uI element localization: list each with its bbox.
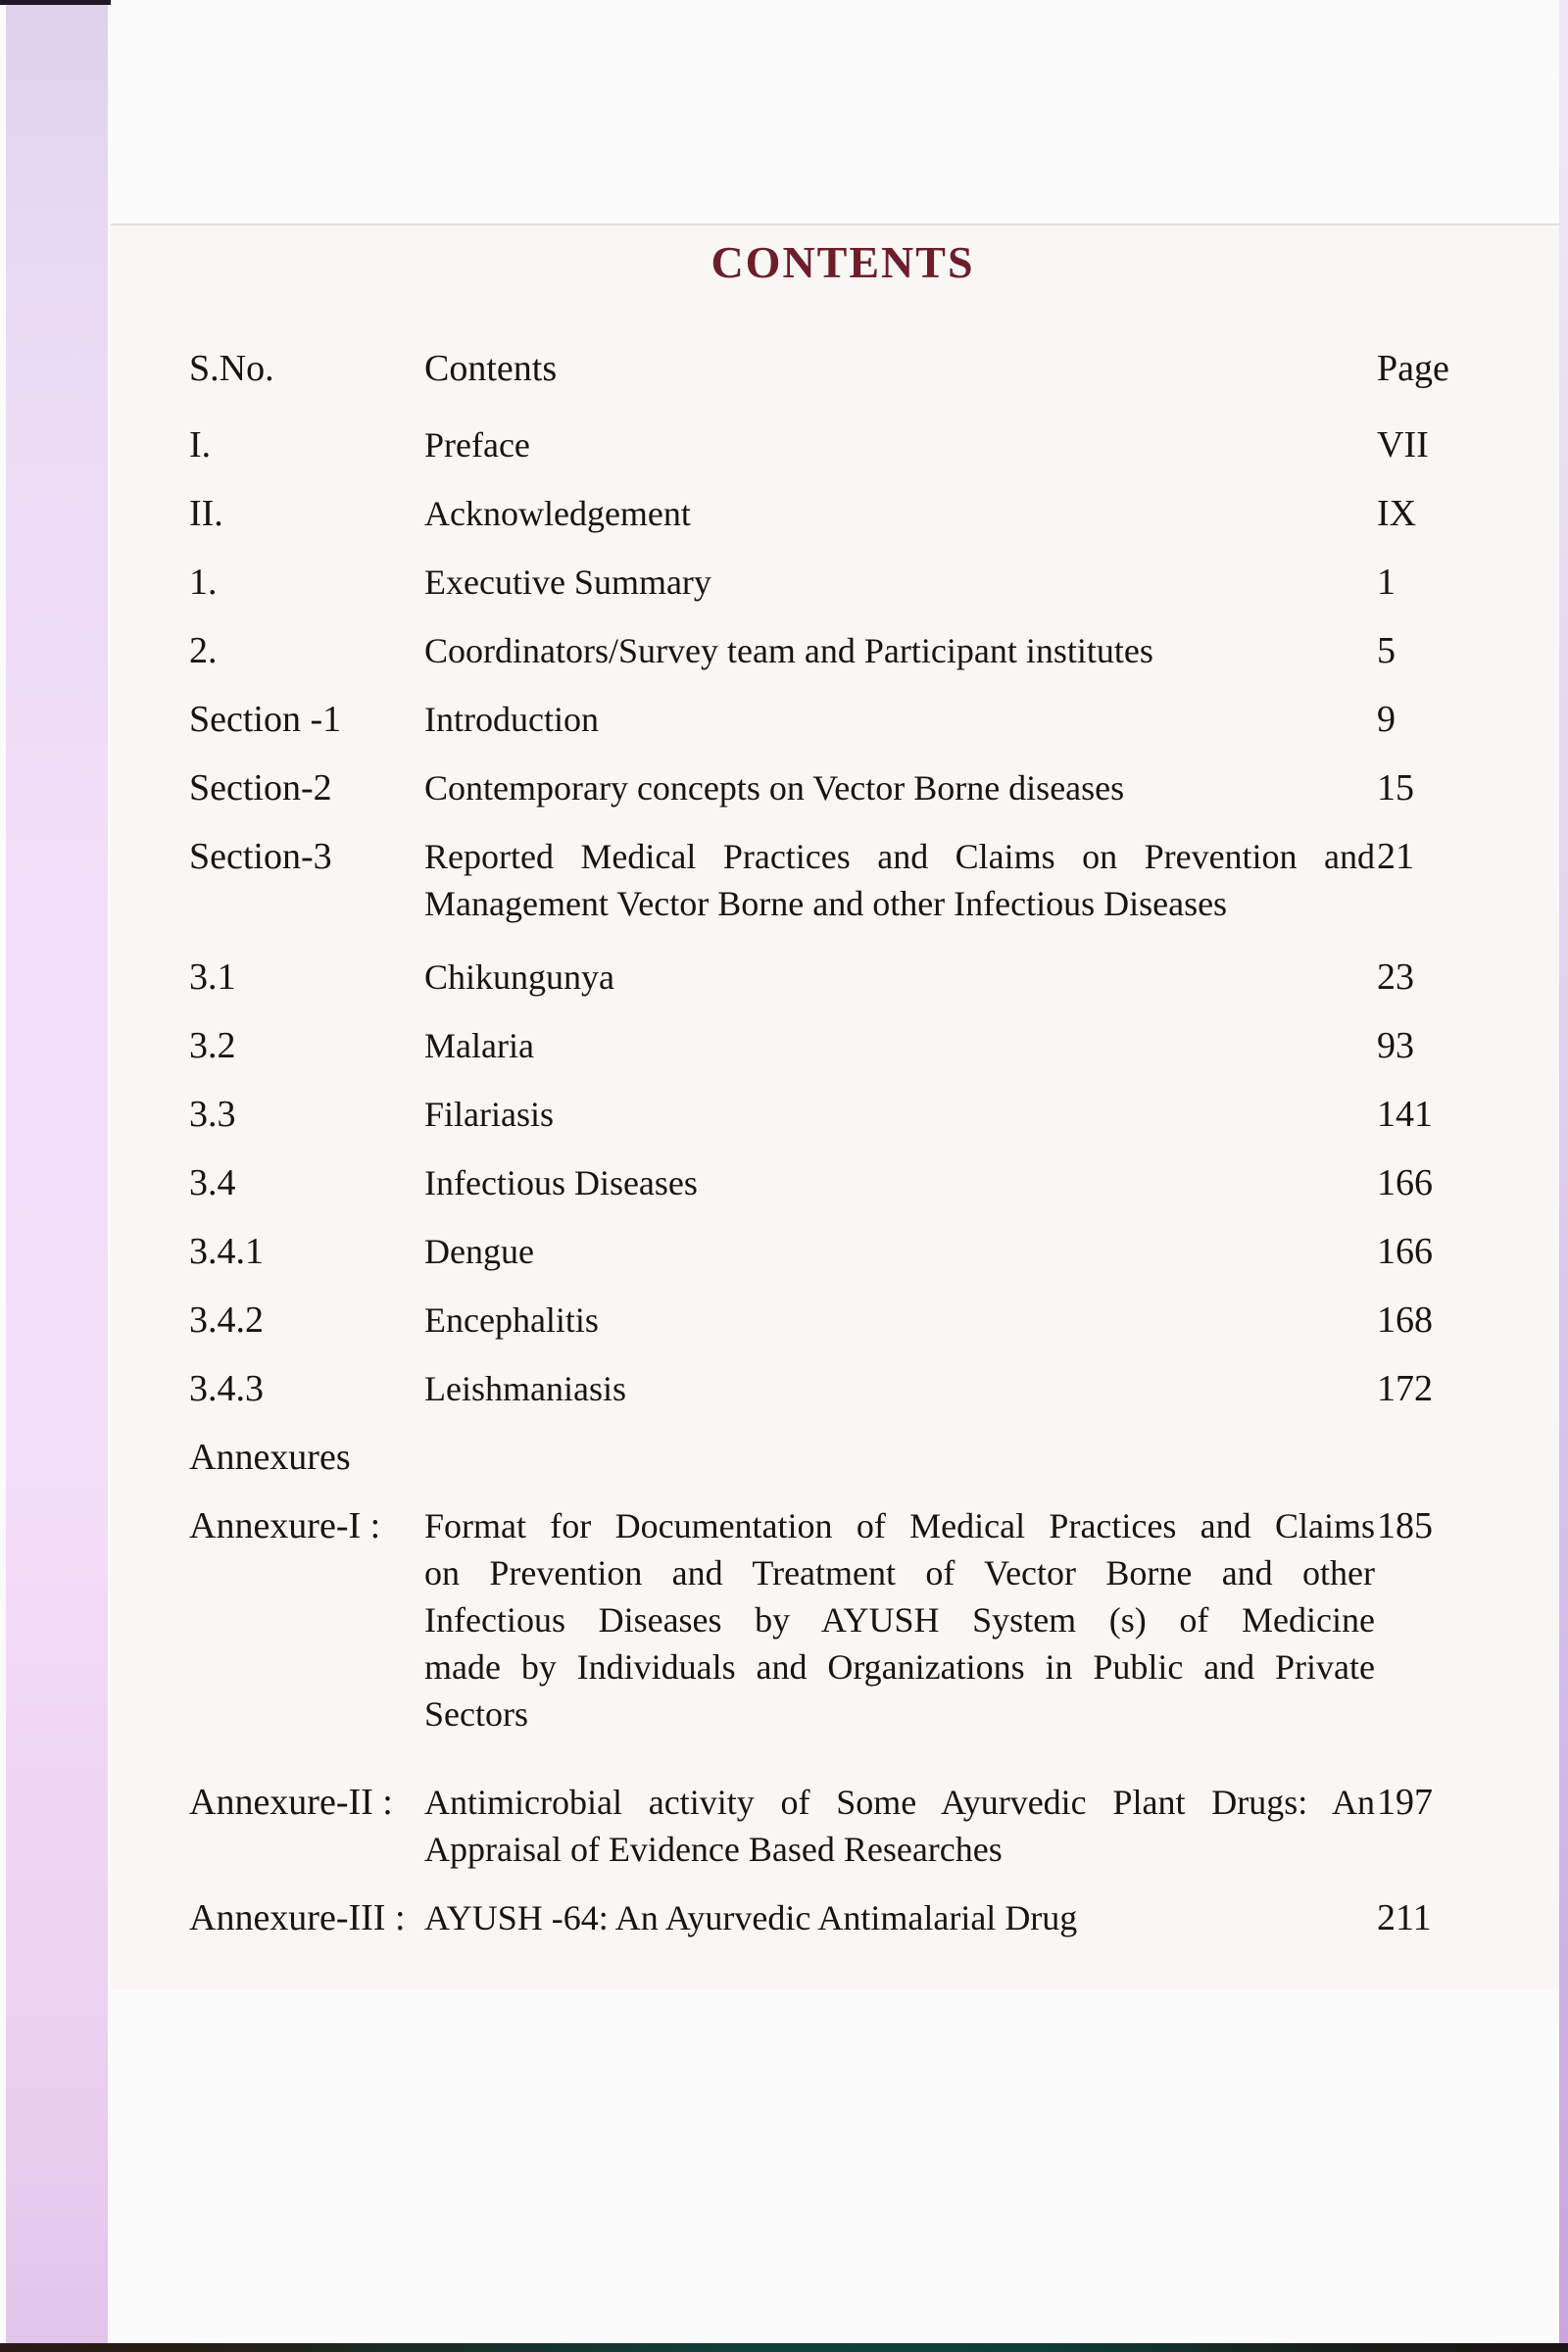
row-serial: 1. (189, 562, 218, 603)
table-rows (189, 421, 1568, 1941)
row-serial: 3.1 (189, 956, 236, 998)
row-page: 168 (1377, 1299, 1433, 1341)
row-serial: 3.3 (189, 1094, 236, 1135)
row-serial: I. (189, 424, 212, 466)
row-title-line: made by Individuals and Organizations in Public and Private (424, 1647, 1375, 1687)
row-title-line: Malaria (424, 1026, 534, 1065)
row-serial: 3.4 (189, 1162, 236, 1203)
table-row (189, 490, 1568, 537)
row-page: 5 (1377, 630, 1396, 671)
page-title: CONTENTS (710, 237, 975, 287)
row-title (424, 1365, 1375, 1412)
row-page: 166 (1377, 1162, 1433, 1203)
table-row (189, 954, 1568, 1001)
table-row (189, 1228, 1568, 1275)
row-page: 166 (1377, 1231, 1433, 1272)
row-title-line: AYUSH -64: An Ayurvedic Antimalarial Drug (424, 1898, 1078, 1937)
row-title (424, 1297, 1375, 1344)
row-title-line: Preface (424, 425, 530, 465)
row-title (424, 421, 1375, 468)
row-page: 211 (1377, 1897, 1432, 1938)
row-title (424, 764, 1375, 811)
table-row (189, 559, 1568, 606)
row-title-line: Sectors (424, 1694, 528, 1734)
row-title-line: Infectious Diseases (424, 1163, 698, 1202)
row-serial: Annexure-II : (189, 1782, 393, 1823)
table-header (189, 345, 1568, 392)
header-contents: Contents (424, 348, 558, 389)
bottom-edge-strip (0, 2343, 1568, 2352)
table-row (189, 1894, 1568, 1941)
row-serial: Section-2 (189, 767, 332, 808)
row-title-line: Acknowledgement (424, 494, 691, 533)
row-page: 93 (1377, 1025, 1414, 1066)
table-row (189, 1022, 1568, 1069)
row-serial: 3.4.2 (189, 1299, 264, 1341)
row-title-line: Management Vector Borne and other Infectious Diseases (424, 884, 1228, 923)
top-edge-shadow (0, 0, 111, 5)
row-title-line: Coordinators/Survey team and Participant institutes (424, 631, 1153, 670)
row-title (424, 1091, 1375, 1138)
table-row (189, 1502, 1568, 1738)
table-row (189, 1297, 1568, 1344)
row-title (424, 490, 1375, 537)
row-title-line: Antimicrobial activity of Some Ayurvedic Plant Drugs: An (424, 1783, 1375, 1822)
row-page: 185 (1377, 1505, 1433, 1546)
row-title (424, 696, 1375, 743)
row-serial: 3.4.3 (189, 1368, 264, 1409)
row-serial: Section-3 (189, 836, 332, 877)
row-page: 15 (1377, 767, 1414, 808)
table-row (189, 764, 1568, 811)
row-title-line: Appraisal of Evidence Based Researches (424, 1830, 1003, 1869)
row-page: 23 (1377, 956, 1414, 998)
row-title-line: Filariasis (424, 1095, 554, 1134)
row-serial: 2. (189, 630, 218, 671)
row-page: 172 (1377, 1368, 1433, 1409)
row-title-line: Contemporary concepts on Vector Borne diseases (424, 768, 1125, 808)
row-title (424, 833, 1375, 927)
row-title-line: Chikungunya (424, 957, 614, 997)
row-title (424, 954, 1375, 1001)
left-margin-strip (6, 0, 108, 2352)
row-title-line: Infectious Diseases by AYUSH System (s) of Medicine (424, 1600, 1375, 1640)
table-row (189, 1365, 1568, 1412)
row-title (424, 1894, 1375, 1941)
table-row (189, 627, 1568, 674)
row-serial: Section -1 (189, 699, 342, 740)
row-title-line: Reported Medical Practices and Claims on Prevention and (424, 837, 1375, 876)
row-page: VII (1377, 424, 1429, 466)
row-title (424, 1779, 1375, 1873)
row-serial: 3.4.1 (189, 1231, 264, 1272)
table-row (189, 1779, 1568, 1873)
table-row (189, 1159, 1568, 1206)
row-title (424, 1022, 1375, 1069)
title-area (118, 235, 1568, 290)
row-title (424, 1228, 1375, 1275)
row-serial: Annexure-III : (189, 1897, 406, 1938)
row-title-line: Encephalitis (424, 1300, 599, 1340)
row-serial: 3.2 (189, 1025, 236, 1066)
row-page: 1 (1377, 562, 1396, 603)
row-title-line: Format for Documentation of Medical Practices and Claims (424, 1506, 1375, 1545)
row-serial: Annexures (189, 1437, 351, 1478)
header-page: Page (1377, 348, 1449, 389)
row-title (424, 627, 1375, 674)
row-title (424, 1502, 1375, 1738)
row-page: 197 (1377, 1782, 1433, 1823)
table-row (189, 1091, 1568, 1138)
row-page: 9 (1377, 699, 1396, 740)
row-title-line: Executive Summary (424, 563, 711, 602)
row-title (424, 559, 1375, 606)
row-title-line: Leishmaniasis (424, 1369, 626, 1408)
table-row (189, 696, 1568, 743)
row-title-line: on Prevention and Treatment of Vector Borne and other (424, 1553, 1375, 1592)
table-row (189, 1434, 1568, 1481)
row-page: 21 (1377, 836, 1414, 877)
contents-table (189, 345, 1568, 1963)
row-title (424, 1159, 1375, 1206)
row-title-line: Dengue (424, 1232, 534, 1271)
header-sno: S.No. (189, 348, 274, 389)
row-title-line: Introduction (424, 700, 599, 739)
table-row (189, 421, 1568, 468)
row-serial: II. (189, 493, 223, 534)
row-page: 141 (1377, 1094, 1433, 1135)
row-serial: Annexure-I : (189, 1505, 381, 1546)
row-page: IX (1377, 493, 1417, 534)
table-row (189, 833, 1568, 927)
